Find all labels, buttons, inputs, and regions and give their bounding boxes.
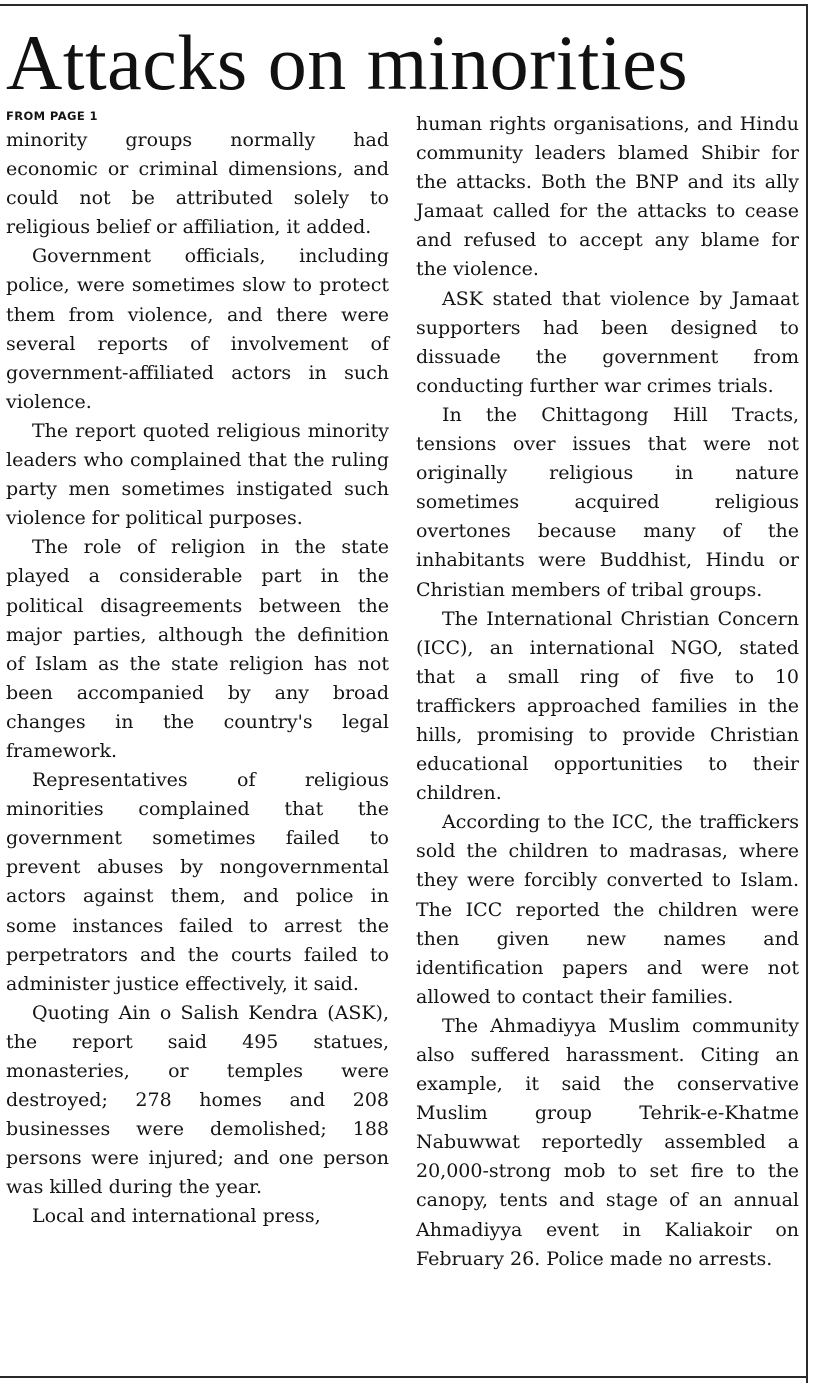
headline: Attacks on minorities: [6, 19, 689, 106]
paragraph: Representatives of religious minorities complained that the government sometimes failed to prevent abuses by nongovernmental actors against them, and police in some instances failed to arrest the perpetrators and the courts failed to administer justice effectively, it said.: [6, 769, 389, 995]
paragraph: The International Christian Concern (ICC), an international NGO, stated that a small ring of five to 10 traffickers approached families in the hills, promising to provide Christian educational opportunities to their children.: [416, 607, 799, 805]
paragraph: minority groups normally had economic or criminal dimensions, and could not be attributed solely to religious belief or affiliation, it added.: [6, 129, 389, 239]
paragraph: Quoting Ain o Salish Kendra (ASK), the report said 495 statues, monasteries, or temples were destroyed; 278 homes and 208 businesses were demolished; 188 persons were injured; and one person was killed during the year.: [6, 1001, 389, 1199]
paragraph: Government officials, including police, were sometimes slow to protect them from violence, and there were several reports of involvement of government-affiliated actors in such violence.: [6, 245, 389, 413]
paragraph: Local and international press,: [32, 1205, 321, 1228]
left-column: [6, 108, 389, 1232]
paragraph: human rights organisations, and Hindu community leaders blamed Shibir for the attacks. Both the BNP and its ally Jamaat called for the attacks to cease and refused to accept any blame for the violence.: [416, 113, 799, 281]
paragraph: The report quoted religious minority leaders who complained that the ruling party men sometimes instigated such violence for political purposes.: [6, 419, 389, 530]
paragraph: In the Chittagong Hill Tracts, tensions over issues that were not originally religious in nature sometimes acquired religious overtones because many of the inhabitants were Buddhist, Hindu or Christian members of tribal groups.: [416, 403, 799, 601]
top-rule: [0, 4, 806, 6]
jump-label: FROM PAGE 1: [6, 109, 98, 123]
paragraph: The role of religion in the state played a considerable part in the political disagreements between the major parties, although the definition of Islam as the state religion has not been accompanied by any broad changes in the country's legal framework.: [6, 536, 389, 762]
paragraph: ASK stated that violence by Jamaat supporters had been designed to dissuade the government from conducting further war crimes trials.: [416, 287, 799, 397]
bottom-rule: [0, 1376, 806, 1378]
right-column: [416, 110, 799, 1274]
right-column-rule: [806, 4, 808, 1383]
paragraph: According to the ICC, the traffickers sold the children to madrasas, where they were forcibly converted to Islam. The ICC reported the children were then given new names and identification papers and were not allowed to contact their families.: [416, 811, 799, 1008]
paragraph: The Ahmadiyya Muslim community also suffered harassment. Citing an example, it said the conservative Muslim group Tehrik-e-Khatme Nabuwwat reportedly assembled a 20,000-strong mob to set fire to the canopy, tents and stage of an annual Ahmadiyya event in Kaliakoir on February 26. Police made no arrests.: [416, 1014, 799, 1270]
